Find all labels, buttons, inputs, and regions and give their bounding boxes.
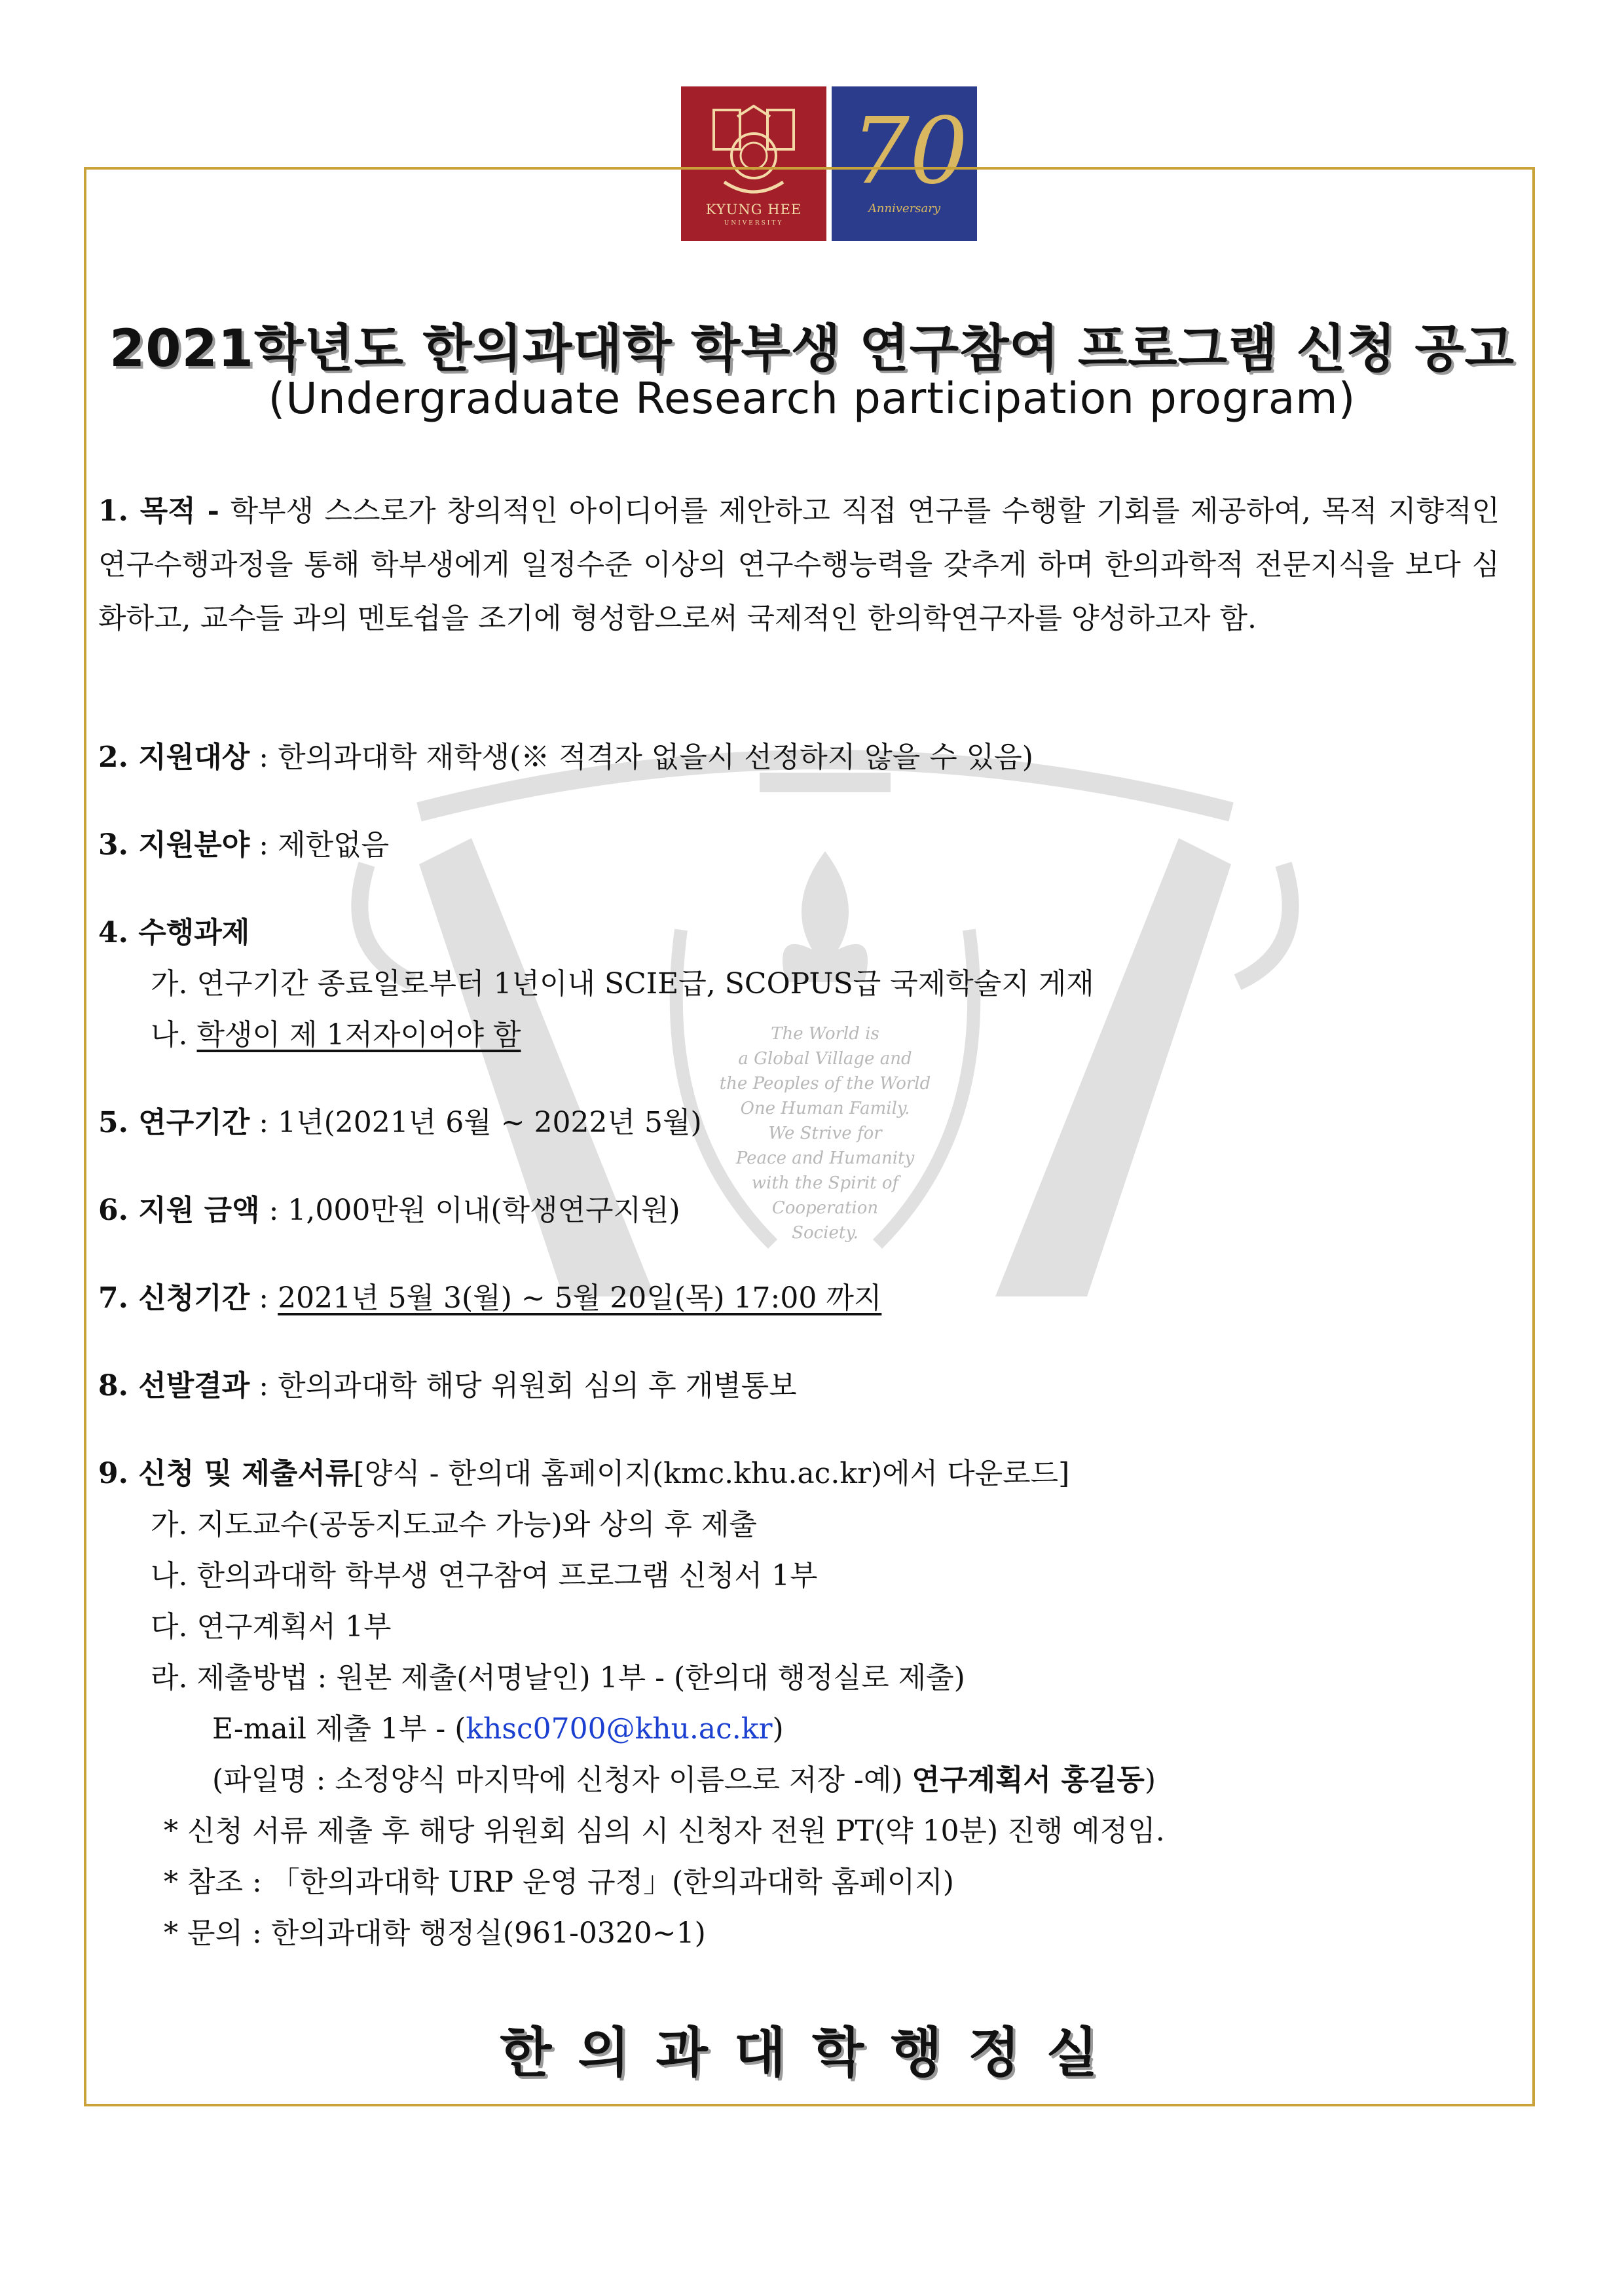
footer-office-name: 한의과대학행정실 [500,2022,1124,2084]
section-purpose [98,485,1500,646]
section-amount: 6. 지원 금액 : 1,000만원 이내(학생연구지원) [98,1194,680,1227]
section-text: 학부생 스스로가 창의적인 아이디어를 제안하고 직접 연구를 수행할 기회를 제공하여, 목적 지향적인 연구수행과정을 통해 학부생에게 일정수준 이상의 연구수행능력을 갖추게 하며 한의과학적 전문지식을 보다 심화하고, 교수들 과의 멘토쉽을 조기에 형성함으로써 국제적인 한의학연구자를 양성하고자 함. [98,494,1500,635]
section-application-period: 7. 신청기간 : 2021년 5월 3(월) ~ 5월 20일(목) 17:00 까지 [98,1281,882,1315]
section-heading: 1. 목적 - [98,494,219,528]
section-tasks: 4. 수행과제 [98,916,250,949]
watermark-motto: The World is a Global Village and the Peoples of the World One Human Family. We Strive for Peace and Humanity with the Spirit of Cooperation Society. [719,1024,931,1243]
university-name: KYUNG HEE [705,202,802,217]
section-period: 5. 연구기간 : 1년(2021년 6월 ~ 2022년 5월) [98,1106,702,1139]
section-documents: 9. 신청 및 제출서류[양식 - 한의대 홈페이지(kmc.khu.ac.kr)에서 다운로드] [98,1457,1070,1490]
anniversary-label: Anniversary [868,202,941,215]
note-reference: * 참조 : 「한의과대학 URP 운영 규정」(한의과대학 홈페이지) [164,1865,954,1899]
section-field: 3. 지원분야 : 제한없음 [98,828,390,862]
filename-instruction: (파일명 : 소정양식 마지막에 신청자 이름으로 저장 -예) 연구계획서 홍길동) [212,1763,1156,1797]
task-item-a: 가. 연구기간 종료일로부터 1년이내 SCIE급, SCOPUS급 국제학술지 게재 [151,967,1094,1001]
email-submission: E-mail 제출 1부 - (khsc0700@khu.ac.kr) [212,1712,784,1746]
anniversary-number: 70 [851,98,969,205]
note-contact: * 문의 : 한의과대학 행정실(961-0320~1) [164,1917,706,1950]
document-item-b: 나. 한의과대학 학부생 연구참여 프로그램 신청서 1부 [151,1559,818,1592]
section-results: 8. 선발결과 : 한의과대학 해당 위원회 심의 후 개별통보 [98,1369,797,1403]
page-title: 2021학년도 한의과대학 학부생 연구참여 프로그램 신청 공고 [109,320,1515,378]
email-link[interactable]: khsc0700@khu.ac.kr [466,1712,773,1746]
document-item-d: 라. 제출방법 : 원본 제출(서명날인) 1부 - (한의대 행정실로 제출) [151,1661,965,1695]
page-subtitle: (Undergraduate Research participation program) [268,373,1356,424]
university-sub: UNIVERSITY [724,220,784,227]
section-eligibility: 2. 지원대상 : 한의과대학 재학생(※ 적격자 없을시 선정하지 않을 수 있음) [98,741,1033,774]
task-item-b: 나. 학생이 제 1저자이어야 함 [151,1018,521,1052]
note-presentation: * 신청 서류 제출 후 해당 위원회 심의 시 신청자 전원 PT(약 10분) 진행 예정임. [164,1814,1165,1848]
document-item-c: 다. 연구계획서 1부 [151,1610,392,1643]
document-item-a: 가. 지도교수(공동지도교수 가능)와 상의 후 제출 [151,1508,757,1541]
